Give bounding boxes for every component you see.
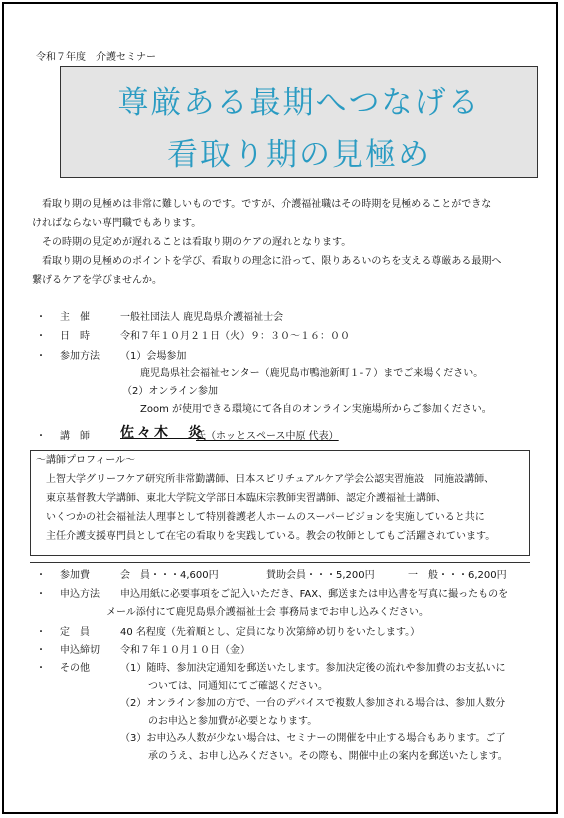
intro-line: 繋げるケアを学びませんか。 bbox=[32, 275, 162, 286]
bullet: ・ bbox=[36, 312, 46, 323]
date-value: 令和７年１０月２１日（火）９：３０～１６：００ bbox=[120, 331, 350, 342]
deadline-label: 申込締切 bbox=[60, 645, 100, 656]
bullet: ・ bbox=[36, 570, 46, 581]
bullet: ・ bbox=[36, 663, 46, 674]
bullet: ・ bbox=[36, 351, 46, 362]
other-item: （3）お申込み人数が少ない場合は、セミナーの開催を中止する場合もあります。ご了 bbox=[120, 733, 506, 744]
other-item: （2）オンライン参加の方で、一台のデバイスで複数人参加される場合は、参加人数分 bbox=[120, 698, 506, 709]
profile-heading: ～講師プロフィール～ bbox=[36, 455, 135, 466]
intro-line: ければならない専門職でもあります。 bbox=[32, 218, 202, 229]
intro-line: 看取り期の見極めは非常に難しいものです。ですが、介護福祉職はその時期を見極めることができな bbox=[32, 199, 492, 210]
capacity-value: 40 名程度（先着順とし、定員になり次第締め切りをいたします。） bbox=[120, 627, 421, 638]
application-label: 申込方法 bbox=[60, 589, 100, 600]
bullet: ・ bbox=[36, 589, 46, 600]
fee-general: 一 般・・・6,200円 bbox=[408, 570, 507, 581]
other-item: ついては、同通知にてご確認ください。 bbox=[148, 681, 328, 692]
deadline-value: 令和７年１０月１０日（金） bbox=[120, 645, 250, 656]
seminar-label: 令和７年度 介護セミナー bbox=[36, 52, 156, 63]
organizer-label: 主 催 bbox=[60, 312, 90, 323]
other-item: （1）随時、参加決定通知を郵送いたします。参加決定後の流れや参加費のお支払いに bbox=[120, 663, 506, 674]
method-1-title: （1）会場参加 bbox=[120, 351, 187, 362]
method-label: 参加方法 bbox=[60, 351, 100, 362]
profile-line: 主任介護支援専門員として在宅の看取りを実践している。教会の牧師としてもご活躍されています。 bbox=[46, 531, 496, 542]
bullet: ・ bbox=[36, 645, 46, 656]
lecturer-label: 講 師 bbox=[60, 431, 90, 442]
other-item: 承のうえ、お申し込みください。その際も、開催中止の案内を郵送いたします。 bbox=[148, 751, 508, 762]
lecturer-name: 佐々木 炎 bbox=[120, 425, 205, 441]
section-divider bbox=[30, 562, 530, 563]
capacity-label: 定 員 bbox=[60, 627, 90, 638]
other-label: その他 bbox=[60, 663, 90, 674]
title-box bbox=[60, 66, 538, 178]
other-item: のお申込と参加費が必要となります。 bbox=[148, 716, 318, 727]
bullet: ・ bbox=[36, 431, 46, 442]
lecturer-affiliation: 氏（ホッとスペース中原 代表） bbox=[196, 431, 339, 442]
application-line: メール添付にて鹿児島県介護福祉士会 事務局までお申し込みください。 bbox=[106, 607, 429, 618]
method-1-detail: 鹿児島県社会福祉センター（鹿児島市鴨池新町１-７）までご来場ください。 bbox=[140, 368, 484, 379]
intro-line: 看取り期の見極めのポイントを学び、看取りの理念に沿って、限りあるいのちを支える尊厳ある最期へ bbox=[32, 256, 502, 267]
application-line: 申込用紙に必要事項をご記入いただき、FAX、郵送または申込書を写真に撮ったものを bbox=[120, 589, 509, 600]
fee-label: 参加費 bbox=[60, 570, 90, 581]
profile-line: 東京基督教大学講師、東北大学院文学部日本臨床宗教師実習講師、認定介護福祉士講師、 bbox=[46, 493, 446, 504]
method-2-detail: Zoom が使用できる環境にて各自のオンライン実施場所からご参加ください。 bbox=[140, 404, 492, 415]
organizer-value: 一般社団法人 鹿児島県介護福祉士会 bbox=[120, 312, 284, 323]
method-2-title: （2）オンライン参加 bbox=[122, 386, 219, 397]
fee-member: 会 員・・・4,600円 bbox=[120, 570, 219, 581]
profile-line: いくつかの社会福祉法人理事として特別養護老人ホームのスーパービジョンを実施していると共に bbox=[46, 512, 485, 523]
fee-supporting: 賛助会員・・・5,200円 bbox=[266, 570, 375, 581]
main-title: 尊厳ある最期へつなげる bbox=[117, 85, 481, 121]
intro-line: その時期の見定めが遅れることは看取り期のケアの遅れとなります。 bbox=[32, 237, 352, 248]
bullet: ・ bbox=[36, 331, 46, 342]
bullet: ・ bbox=[36, 627, 46, 638]
date-label: 日 時 bbox=[60, 331, 90, 342]
sub-title: 看取り期の見極め bbox=[167, 137, 431, 173]
profile-line: 上智大学グリーフケア研究所非常勤講師、日本スピリチュアルケア学会公認実習施設 同施設講師、 bbox=[46, 474, 495, 485]
